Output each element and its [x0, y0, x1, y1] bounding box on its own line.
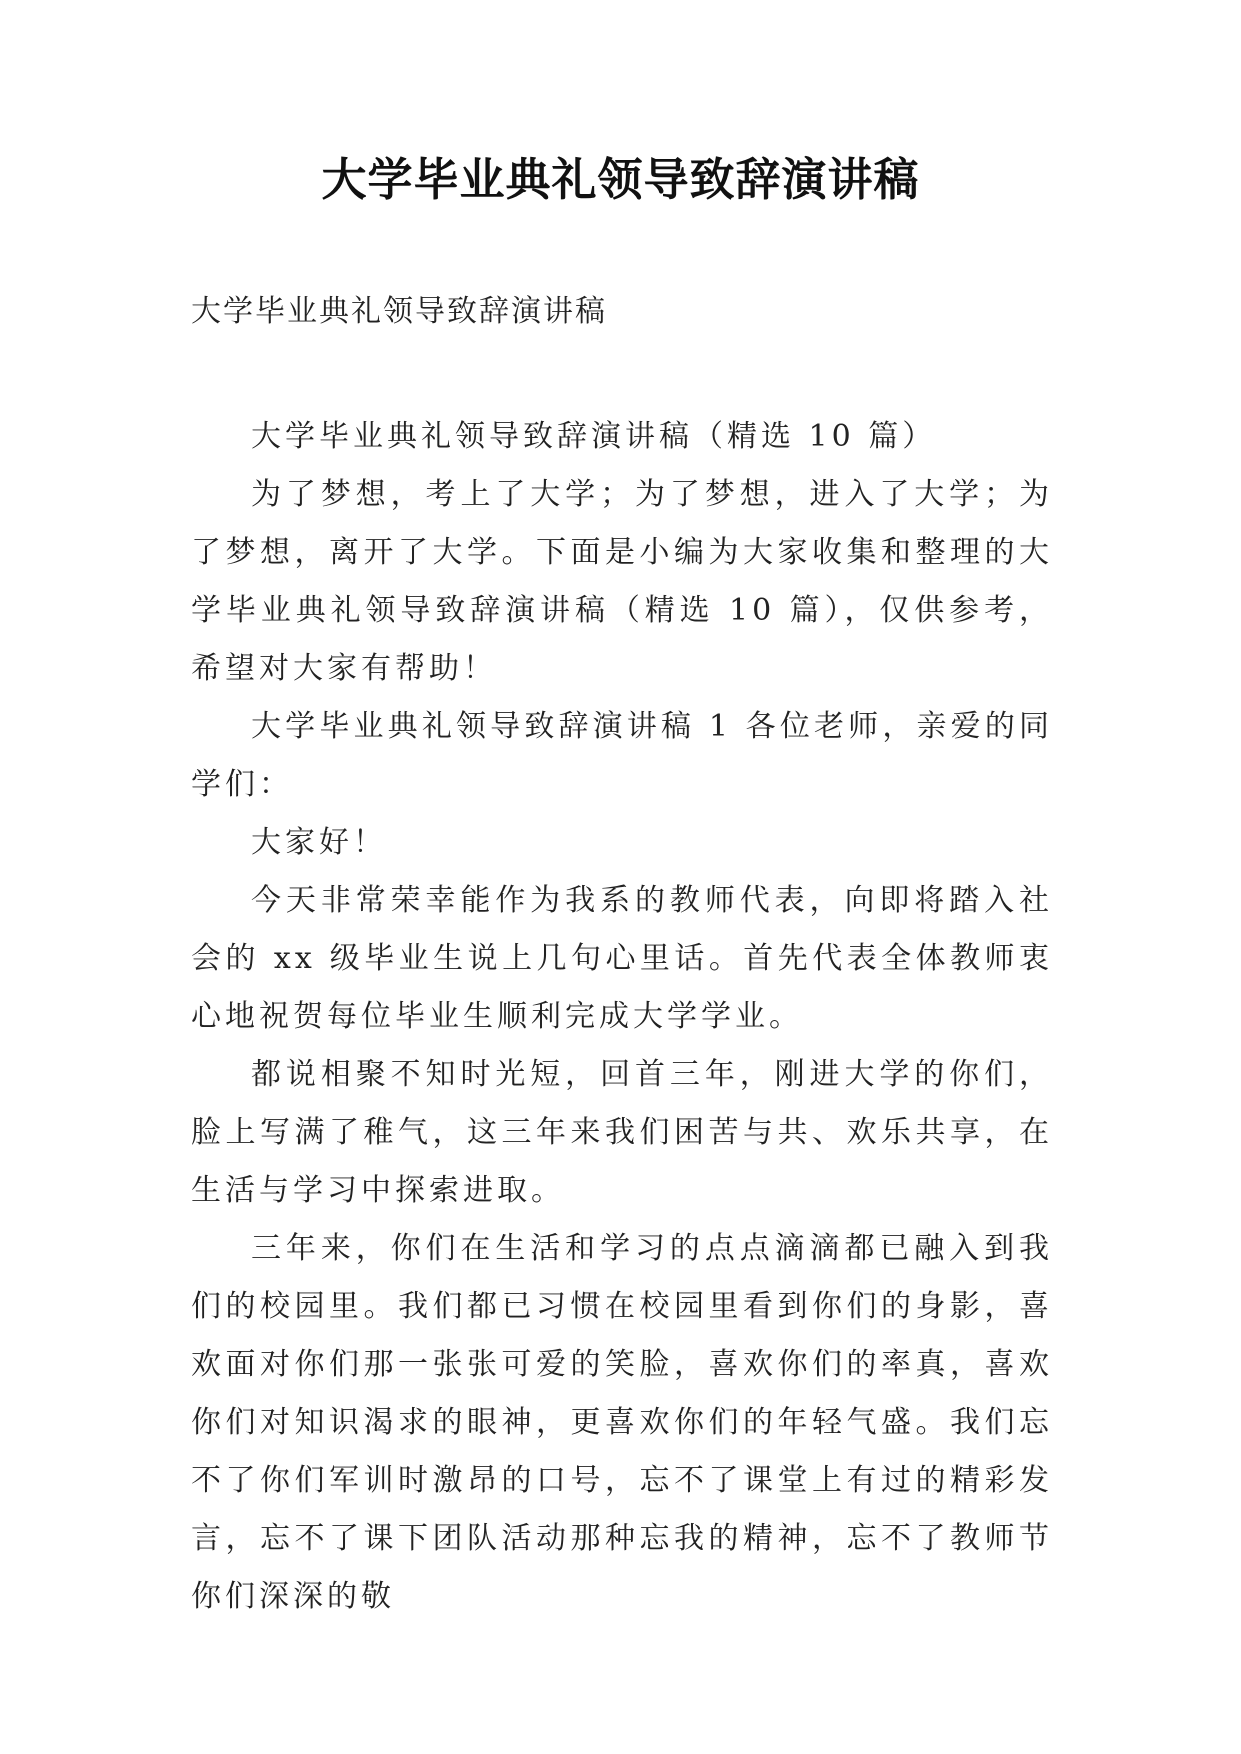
paragraph-campus-life: 三年来，你们在生活和学习的点点滴滴都已融入到我们的校园里。我们都已习惯在校园里看到你们的身影，喜欢面对你们那一张张可爱的笑脸，喜欢你们的率真，喜欢你们对知识渴求的眼神，更喜欢你们的年轻气盛。我们忘不了你们军训时激昂的口号，忘不了课堂上有过的精彩发言，忘不了课下团队活动那种忘我的精神，忘不了教师节你们深深的敬	[191, 1231, 1053, 1614]
document-body	[191, 408, 1053, 1626]
document-title: 大学毕业典礼领导致辞演讲稿	[321, 153, 920, 206]
paragraph-greeting: 大家好！	[251, 825, 387, 860]
paragraph-congratulation: 今天非常荣幸能作为我系的教师代表，向即将踏入社会的 xx 级毕业生说上几句心里话。首先代表全体教师衷心地祝贺每位毕业生顺利完成大学学业。	[191, 883, 1053, 1034]
paragraph-memories: 都说相聚不知时光短，回首三年，刚进大学的你们，脸上写满了稚气，这三年来我们困苦与共、欢乐共享，在生活与学习中探索进取。	[191, 1057, 1053, 1208]
paragraph-salutation: 大学毕业典礼领导致辞演讲稿 1 各位老师，亲爱的同学们：	[191, 709, 1053, 802]
paragraph-intro: 为了梦想，考上了大学；为了梦想，进入了大学；为了梦想，离开了大学。下面是小编为大家收集和整理的大学毕业典礼领导致辞演讲稿（精选 10 篇），仅供参考，希望对大家有帮助！	[191, 477, 1053, 686]
paragraph-heading: 大学毕业典礼领导致辞演讲稿（精选 10 篇）	[251, 419, 937, 454]
document-subtitle: 大学毕业典礼领导致辞演讲稿	[191, 294, 607, 329]
